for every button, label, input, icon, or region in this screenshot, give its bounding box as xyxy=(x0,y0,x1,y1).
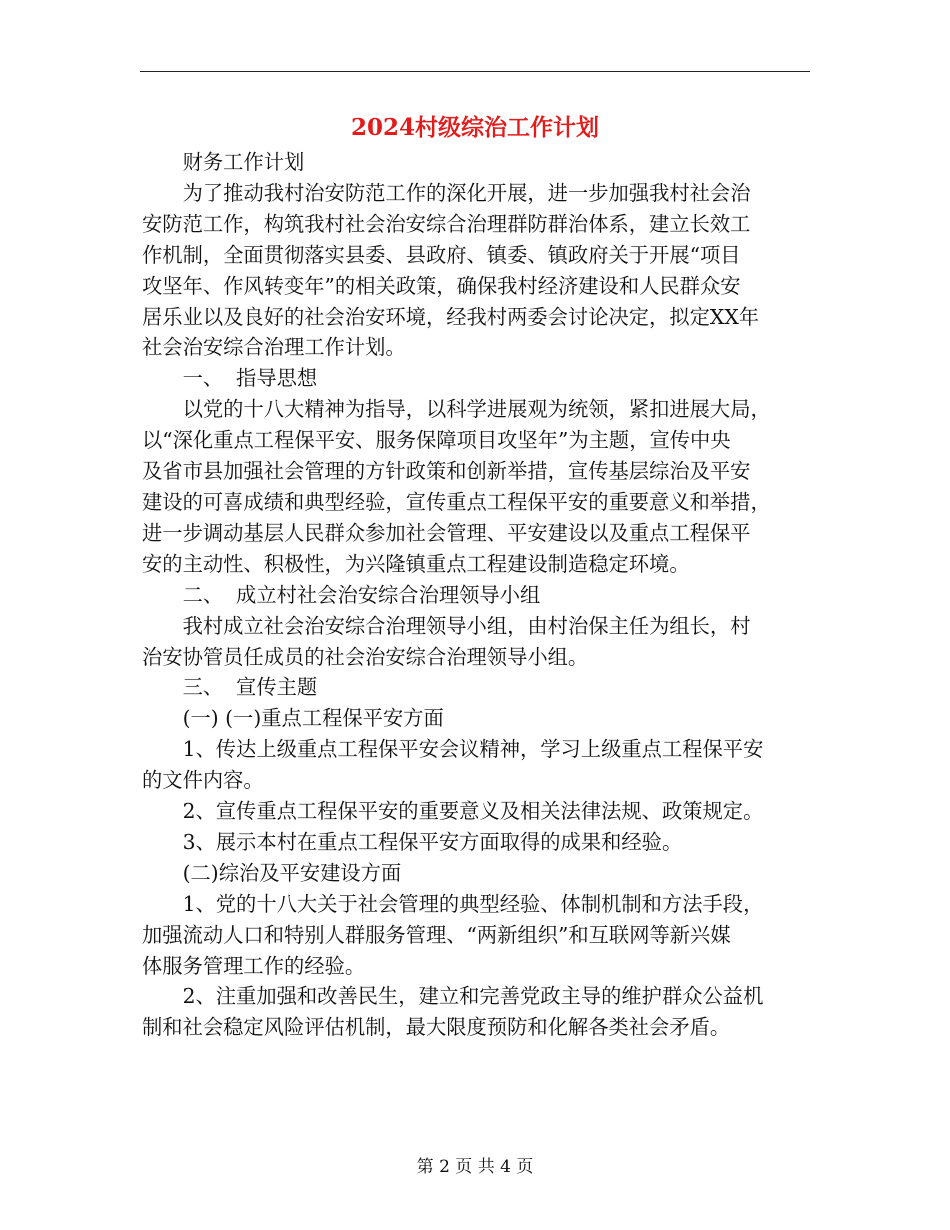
text-line: 作机制，全面贯彻落实县委、县政府、镇委、镇政府关于开展“项目 xyxy=(142,242,741,267)
text-line: 体服务管理工作的经验。 xyxy=(142,953,366,978)
document-title: 2024村级综治工作计划 xyxy=(350,114,599,141)
subsection-heading: (二)综治及平安建设方面 xyxy=(182,860,402,885)
header-rule xyxy=(140,71,810,72)
page-number-footer: 第 2 页 共 4 页 xyxy=(416,1157,534,1177)
text-line: 社会治安综合治理工作计划。 xyxy=(142,335,406,360)
text-line: 1、传达上级重点工程保平安会议精神，学习上级重点工程保平安 xyxy=(182,737,764,762)
section-heading: 三、 宣传主题 xyxy=(182,675,318,700)
text-line: 安的主动性、积极性，为兴隆镇重点工程建设制造稳定环境。 xyxy=(142,551,690,576)
text-line: 居乐业以及良好的社会治安环境，经我村两委会讨论决定，拟定XX年 xyxy=(142,304,760,329)
text-line: 安防范工作，构筑我村社会治安综合治理群防群治体系，建立长效工 xyxy=(142,211,751,236)
document-body xyxy=(142,147,814,1043)
text-line: 以“深化重点工程保平安、服务保障项目攻坚年”为主题，宣传中央 xyxy=(142,428,731,453)
text-line: 以党的十八大精神为指导，以科学进展观为统领，紧扣进展大局， xyxy=(182,397,771,422)
text-line: 为了推动我村治安防范工作的深化开展，进一步加强我村社会治 xyxy=(182,180,751,205)
text-line: 攻坚年、作风转变年”的相关政策，确保我村经济建设和人民群众安 xyxy=(142,273,741,298)
text-line: 及省市县加强社会管理的方针政策和创新举措，宣传基层综治及平安 xyxy=(142,459,751,484)
text-line: 财务工作计划 xyxy=(182,150,305,174)
text-line: 1、党的十八大关于社会管理的典型经验、体制机制和方法手段， xyxy=(182,891,764,916)
text-line: 建设的可喜成绩和典型经验，宣传重点工程保平安的重要意义和举措， xyxy=(142,489,771,514)
text-line: 我村成立社会治安综合治理领导小组，由村治保主任为组长，村 xyxy=(182,613,751,638)
section-heading: 二、 成立村社会治安综合治理领导小组 xyxy=(182,582,541,607)
section-heading: 一、 指导思想 xyxy=(182,366,318,391)
subsection-heading: (一) (一)重点工程保平安方面 xyxy=(182,706,444,731)
text-line: 制和社会稳定风险评估机制，最大限度预防和化解各类社会矛盾。 xyxy=(142,1015,731,1040)
text-line: 2、宣传重点工程保平安的重要意义及相关法律法规、政策规定。 xyxy=(182,799,764,824)
text-line: 治安协管员任成员的社会治安综合治理领导小组。 xyxy=(142,644,589,669)
text-line: 加强流动人口和特别人群服务管理、“两新组织”和互联网等新兴媒 xyxy=(142,922,731,947)
text-line: 进一步调动基层人民群众参加社会管理、平安建设以及重点工程保平 xyxy=(142,520,751,545)
text-line: 的文件内容。 xyxy=(142,768,264,793)
text-line: 3、展示本村在重点工程保平安方面取得的成果和经验。 xyxy=(182,829,683,854)
text-line: 2、注重加强和改善民生，建立和完善党政主导的维护群众公益机 xyxy=(182,984,764,1009)
